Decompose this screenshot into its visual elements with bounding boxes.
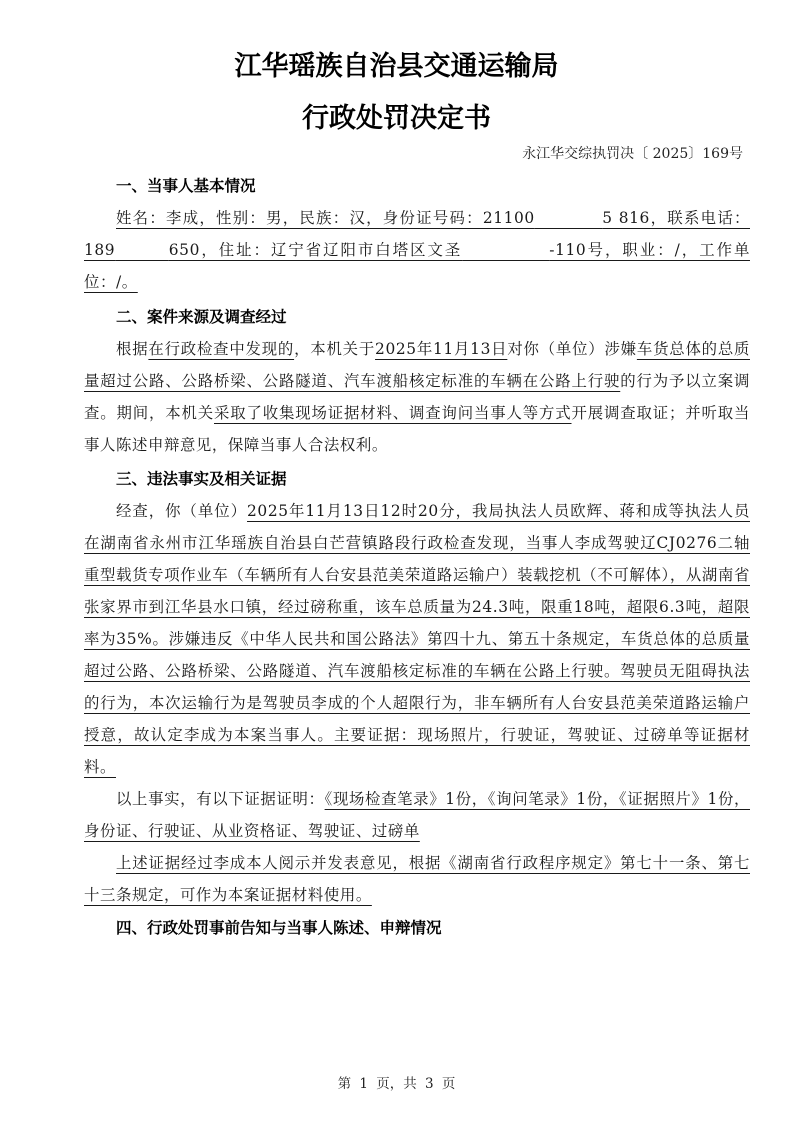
text-segment: 以上事实，有以下证据证明： (116, 790, 325, 808)
document-title-agency: 江华瑶族自治县交通运输局 (234, 51, 559, 82)
text-segment: 的行为予以立案调查。期间，本机关 (84, 372, 750, 422)
party-info-paragraph (84, 202, 750, 298)
section-heading: 四、行政处罚事前告知与当事人陈述、申辩情况 (116, 919, 442, 937)
redacted-gap (535, 209, 602, 227)
date-segment: 2025年11月13日 (375, 340, 508, 358)
page-footer: 第 1 页，共 3 页 (337, 1076, 456, 1092)
document-title-type: 行政处罚决定书 (302, 103, 491, 134)
text-segment: 《现场检查笔录》1份，《询问笔录》1份，《证据照片》1份，身份证、行驶证、从业资格证、驾驶证、过磅单 (84, 790, 750, 840)
party-info-text-2: 5 816，联系电话：189 (84, 209, 750, 259)
text-segment: 在行政检查中发现的 (148, 340, 295, 358)
text-segment: 经查，你（单位） (116, 502, 248, 520)
party-info-text-3: 650，住址：辽宁省辽阳市白塔区文圣 (168, 241, 463, 259)
section-heading: 三、违法事实及相关证据 (116, 470, 287, 488)
text-segment: 2025年11月13日12时20分，我局执法人员欧辉、蒋和成等执法人员在湖南省永州市江华瑶族自治县白芒营镇路段行政检查发现，当事人李成驾驶辽CJ0276二轴重型载货专项作业车（车辆所有人台安县范美荣道路运输户）装载挖机（不可解体），从湖南省张家界市到江华县水口镇，经过磅称重，该车总质量为24.3吨，限重18吨，超限6.3吨，超限率为35%。涉嫌违反《中华人民共和国公路法》第四十九、第五十条规定，车货总体的总质量超过公路、公路桥梁、公路隧道、汽车渡船核定标准的车辆在公路上行驶。驾驶员无阻碍执法的行为，本次运输行为是驾驶员李成的个人超限行为，非车辆所有人台安县范美荣道路运输户授意，故认定李成为本案当事人。主要证据：现场照片，行驶证，驾驶证、过磅单等证据材料。 (84, 502, 750, 776)
evidence-validation-paragraph (84, 847, 750, 911)
text-segment: 根据 (116, 340, 149, 358)
party-info-text-4: -110号，职业：/，工作单位：/。 (84, 241, 750, 291)
text-segment: 车货总体的总质量超过公路、公路桥梁、公路隧道、汽车渡船核定标准的车辆在公路上行驶 (84, 340, 750, 390)
violation-facts-paragraph (84, 495, 750, 783)
evidence-list-paragraph (84, 783, 750, 847)
redacted-gap (115, 241, 169, 259)
text-segment: 开展调查取证；并听取当事人陈述申辩意见，保障当事人合法权利。 (84, 404, 750, 454)
text-segment: 采取了收集现场证据材料、调查询问当事人等方式 (214, 404, 572, 422)
case-source-paragraph (84, 333, 750, 461)
document-number: 永江华交综执罚决〔 2025〕169号 (522, 146, 743, 162)
redacted-gap (462, 241, 549, 259)
party-info-text-1: 姓名：李成，性别：男，民族：汉，身份证号码：21100 (116, 209, 535, 227)
text-segment: 上述证据经过李成本人阅示并发表意见，根据《湖南省行政程序规定》第七十一条、第七十三条规定，可作为本案证据材料使用。 (84, 854, 750, 904)
section-heading: 一、当事人基本情况 (116, 177, 256, 195)
section-heading: 二、案件来源及调查经过 (116, 308, 287, 326)
text-segment: 对你（单位）涉嫌 (507, 340, 637, 358)
document-body (84, 170, 750, 944)
text-segment: ，本机关于 (294, 340, 376, 358)
